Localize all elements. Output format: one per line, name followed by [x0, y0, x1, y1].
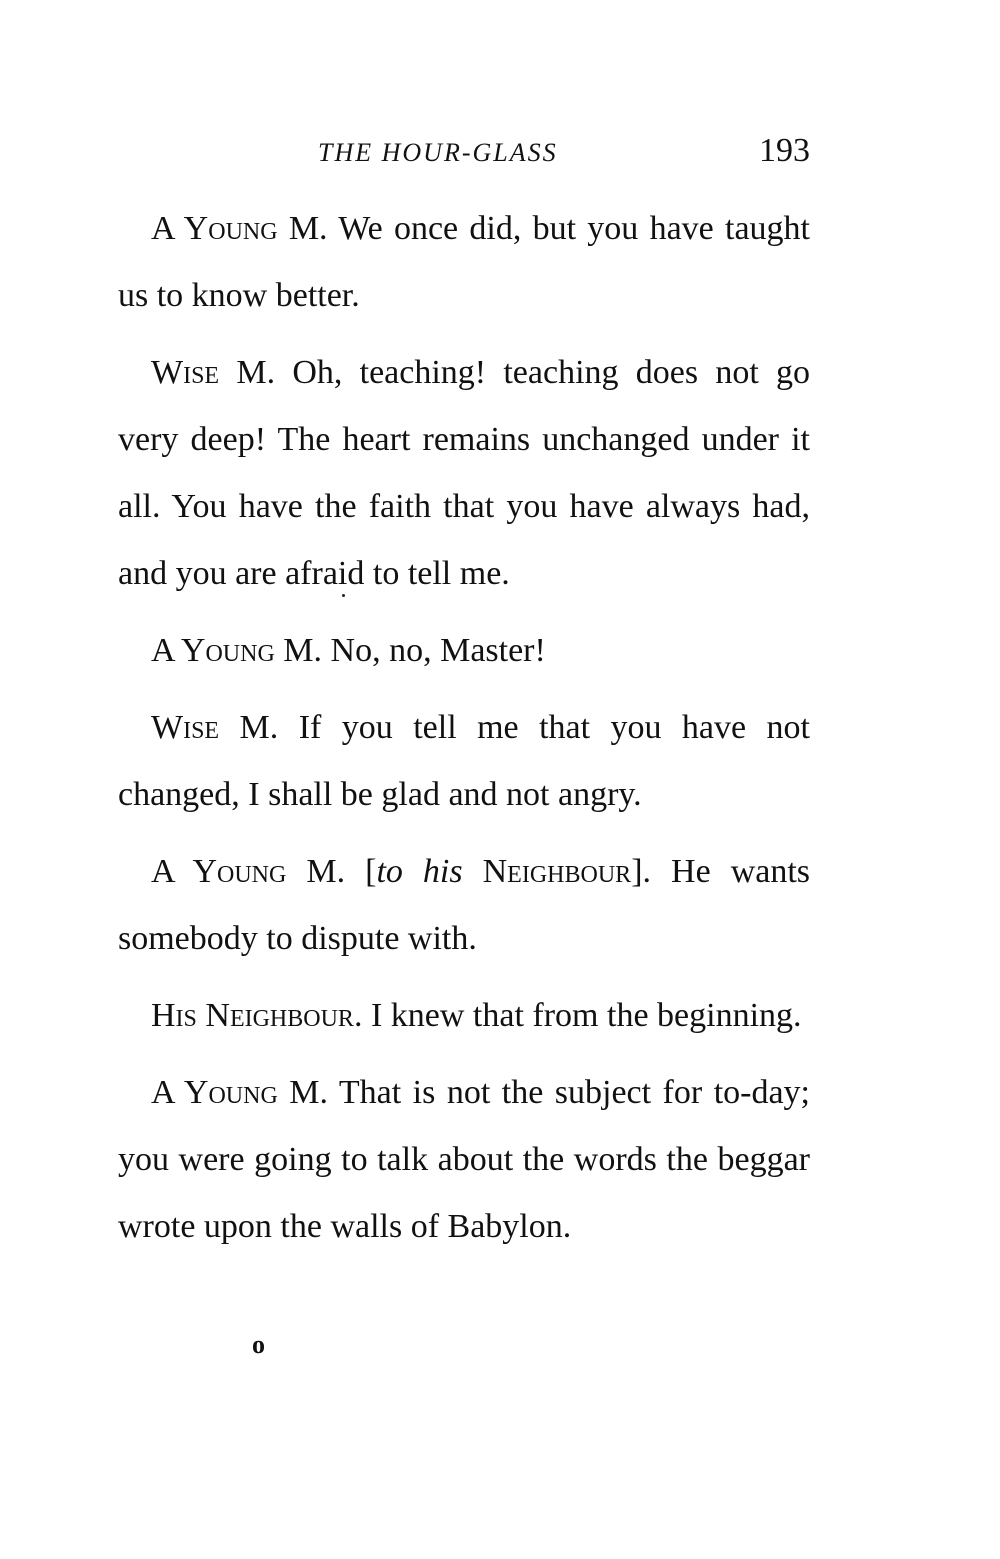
speech-text: If you tell me that you have not changed, I shall be glad and not angry. — [118, 709, 810, 813]
running-head — [318, 132, 810, 176]
speech-text: Oh, teaching! teaching does not go very deep! The heart remains unchanged under it all. You have the faith that you have always had, and you are afraid to tell me. — [118, 354, 811, 592]
dialogue-text — [118, 195, 810, 1270]
speaker-name: A Young M. — [151, 853, 346, 890]
speaker-name: A Young M. — [151, 1074, 328, 1111]
ink-speck — [342, 594, 345, 597]
direction-close: ]. — [631, 853, 652, 890]
speaker-name: A Young M. — [151, 210, 328, 247]
speaker-name: A Young M. — [151, 632, 323, 669]
page-number: 193 — [759, 132, 810, 169]
dialogue-paragraph — [118, 1059, 810, 1260]
direction-open: [ — [365, 853, 377, 890]
dialogue-paragraph — [118, 694, 810, 828]
running-title: THE HOUR-GLASS — [318, 138, 558, 167]
dialogue-paragraph — [118, 838, 810, 972]
speech-text: I knew that from the beginning. — [370, 997, 802, 1034]
dialogue-paragraph — [118, 339, 810, 607]
direction-name: Neighbour — [482, 853, 632, 890]
dialogue-paragraph — [118, 982, 810, 1049]
speech-text: No, no, Master! — [330, 632, 546, 669]
speech-text: He wants somebody to dispute with. — [118, 853, 811, 957]
dialogue-paragraph — [118, 617, 810, 684]
speech-text: We once did, but you have taught us to know better. — [118, 210, 811, 314]
signature-mark: o — [252, 1330, 265, 1359]
direction-italic: to his — [376, 853, 463, 890]
speaker-name: Wise M. — [151, 709, 279, 746]
speech-text: That is not the subject for to-day; you were going to talk about the words the beggar wrote upon the walls of Babylon. — [118, 1074, 810, 1245]
speaker-name: His Neighbour. — [151, 997, 363, 1034]
speaker-name: Wise M. — [151, 354, 276, 391]
stage-direction — [365, 853, 651, 890]
dialogue-paragraph — [118, 195, 810, 329]
